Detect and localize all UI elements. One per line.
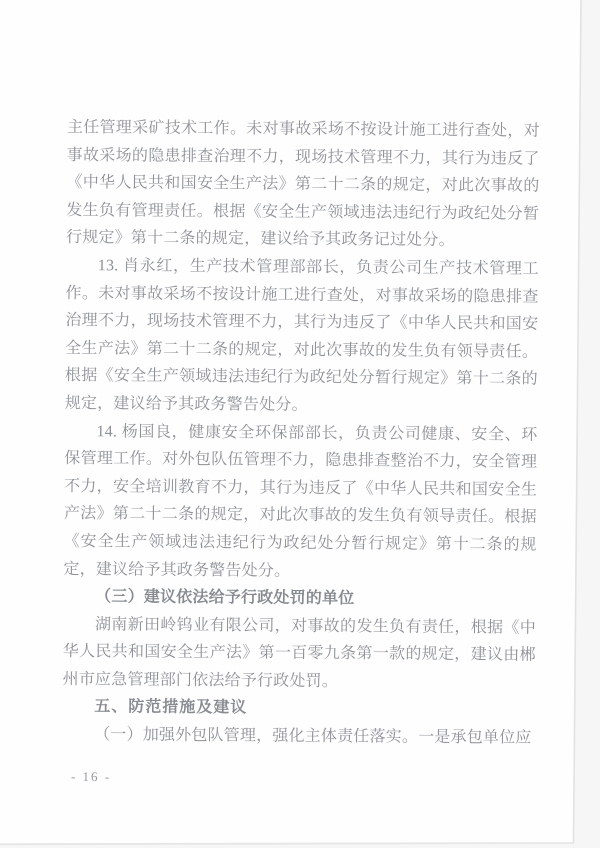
paragraph-person-13: 13. 肖永红，生产技术管理部部长，负责公司生产技术管理工作。未对事故采场不按设计施工进行查处，对事故采场的隐患排查治理不力，现场技术管理不力，其行为违反了《中华人民共和国安全生产法》第二十二条的规定，对此次事故的发生负有领导责任。根据《安全生产领域违法违纪行为政纪处分暂行规定》第十二条的规定，建议给予其政务警告处分。 (64, 257, 539, 414)
paragraph-continuation: 主任管理采矿技术工作。未对事故采场不按设计施工进行查处，对事故采场的隐患排查治理不力，现场技术管理不力，其行为违反了《中华人民共和国安全生产法》第二十二条的规定，对此次事故的发生负有管理责任。根据《安全生产领域违法违纪行为政纪处分暂行规定》第十二条的规定，建议给予其政务记过处分。 (65, 118, 540, 250)
page-right-edge (574, 0, 582, 844)
paragraph-company-penalty: 湖南新田岭钨业有限公司，对事故的发生负有责任，根据《中华人民共和国安全生产法》第一百零九条第一款的规定，建议由郴州市应急管理部门依法给予行政处罚。 (62, 615, 537, 691)
outside-bottom-area (0, 843, 600, 848)
measure-1-lead: （一）加强外包队管理，强化主体责任落实。 (94, 726, 419, 746)
page-number: - 16 - (70, 768, 112, 785)
page-bottom-edge (0, 843, 574, 844)
measure-1-body: 一是承包单位应 (418, 728, 532, 747)
paragraph-person-14: 14. 杨国良，健康安全环保部部长，负责公司健康、安全、环保管理工作。对外包队伍管理不力，隐患排查整治不力，安全管理不力，安全培训教育不力，其行为违反了《中华人民共和国安全生产法》第二十二条的规定，对此次事故的发生负有领导责任。根据《安全生产领域违法违纪行为政纪处分暂行规定》第十二条的规定，建议给予其政务警告处分。 (63, 422, 538, 580)
outside-right-area (574, 0, 600, 843)
section-heading-administrative-penalty: （三）建议依法给予行政处罚的单位 (95, 588, 355, 608)
section-heading-prevention-measures: 五、防范措施及建议 (94, 698, 248, 717)
document-text-block (62, 114, 540, 752)
paragraph-measure-1 (62, 721, 535, 752)
